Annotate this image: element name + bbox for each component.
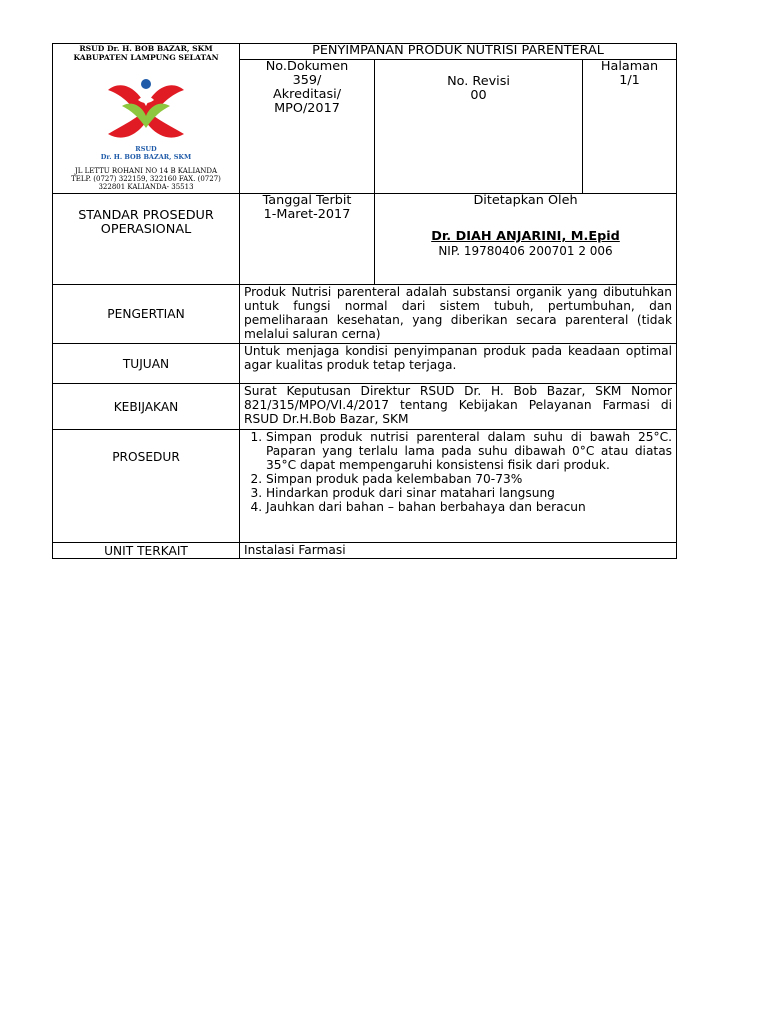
hospital-logo	[102, 76, 190, 146]
logo-caption-line2: Dr. H. BOB BAZAR, SKM	[100, 152, 192, 161]
doc-number-line2: Akreditasi/	[272, 87, 342, 102]
page-cell	[583, 60, 677, 194]
tujuan-label: TUJUAN	[53, 344, 240, 384]
prosedur-step: 4. Jauhkan dari bahan – bahan berbahaya dan beracun	[266, 500, 672, 514]
address-line2: TELP. (0727) 322159, 322160 FAX. (0727)	[71, 175, 221, 183]
approval-label: Ditetapkan Oleh	[473, 193, 578, 208]
sop-label-cell	[53, 194, 240, 285]
revision-cell	[375, 60, 583, 194]
prosedur-step: 3. Hindarkan produk dari sinar matahari langsung	[266, 486, 672, 500]
doc-number-line3: MPO/2017	[274, 101, 340, 116]
revision-value: 00	[470, 88, 487, 103]
hospital-name-line2: KABUPATEN LAMPUNG SELATAN	[73, 52, 219, 62]
prosedur-step: 2. Simpan produk pada kelembaban 70-73%	[266, 472, 672, 486]
approval-signer: Dr. DIAH ANJARINI, M.Epid	[431, 229, 620, 244]
page-label: Halaman	[600, 59, 659, 74]
approval-cell	[375, 194, 677, 285]
sop-label-line1: STANDAR PROSEDUR	[78, 208, 214, 223]
prosedur-step: 1. Simpan produk nutrisi parenteral dalam suhu di bawah 25°C. Paparan yang terlalu lama pada suhu dibawah 0°C atau diatas 35°C dapat mempengaruhi konsistensi fisik dari produk.	[266, 430, 672, 472]
revision-label: No. Revisi	[447, 74, 510, 89]
doc-number-cell	[240, 60, 375, 194]
hospital-name-line1: RSUD Dr. H. BOB BAZAR, SKM	[79, 44, 213, 53]
hospital-name	[53, 45, 239, 62]
prosedur-cell	[240, 430, 677, 543]
prosedur-steps	[240, 430, 676, 514]
address-line3: 322801 KALIANDA- 35513	[98, 183, 194, 191]
pengertian-label: PENGERTIAN	[53, 285, 240, 344]
page-value: 1/1	[619, 73, 640, 88]
logo-caption-line1: RSUD	[135, 145, 157, 153]
hospital-address	[53, 167, 239, 191]
hospital-header-cell	[53, 44, 240, 194]
address-line1: JL LETTU ROHANI NO 14 B KALIANDA	[74, 167, 218, 175]
issue-date-value: 1-Maret-2017	[263, 207, 351, 222]
document-title: PENYIMPANAN PRODUK NUTRISI PARENTERAL	[240, 44, 677, 60]
prosedur-label: PROSEDUR	[53, 430, 240, 543]
logo-caption	[53, 146, 239, 161]
sop-document-table	[52, 43, 677, 559]
tujuan-text: Untuk menjaga kondisi penyimpanan produk pada keadaan optimal agar kualitas produk tetap terjaga.	[240, 344, 677, 384]
approval-nip: NIP. 19780406 200701 2 006	[438, 244, 613, 258]
kebijakan-text: Surat Keputusan Direktur RSUD Dr. H. Bob Bazar, SKM Nomor 821/315/MPO/VI.4/2017 tentang Kebijakan Pelayanan Farmasi di RSUD Dr.H.Bob Bazar, SKM	[240, 384, 677, 430]
doc-number-label: No.Dokumen	[265, 59, 349, 74]
sop-label-line2: OPERASIONAL	[100, 222, 192, 237]
pengertian-text: Produk Nutrisi parenteral adalah substansi organik yang dibutuhkan untuk fungsi normal dari sistem tubuh, pertumbuhan, dan pemeliharaan kesehatan, yang diberikan secara parenteral (tidak melalui saluran cerna)	[240, 285, 677, 344]
unit-terkait-label: UNIT TERKAIT	[53, 543, 240, 559]
issue-date-label: Tanggal Terbit	[262, 193, 352, 208]
kebijakan-label: KEBIJAKAN	[53, 384, 240, 430]
issue-date-cell	[240, 194, 375, 285]
unit-terkait-text: Instalasi Farmasi	[240, 543, 677, 559]
doc-number-line1: 359/	[292, 73, 322, 88]
